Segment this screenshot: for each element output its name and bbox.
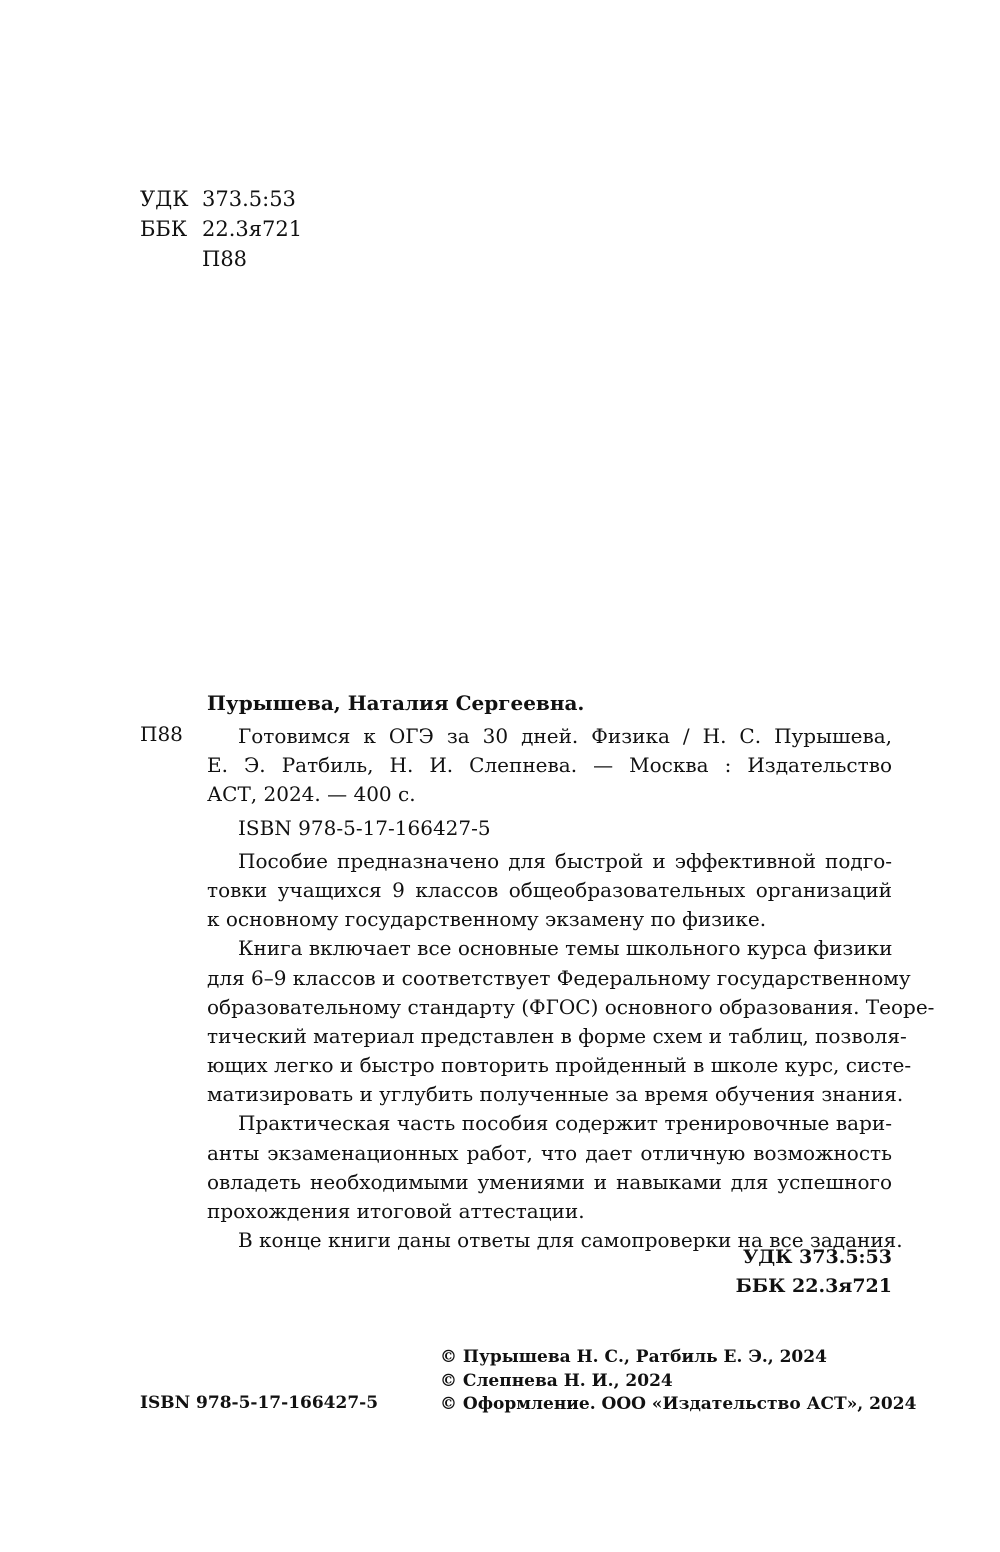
annotation-line: тический материал представлен в форме схем и таблиц, позволя- [207,1023,907,1048]
annotation-line: овладеть необходимыми умениями и навыками для успешного [207,1169,892,1194]
title-line: Е. Э. Ратбиль, Н. И. Слепнева. — Москва : Издательство [207,753,892,778]
card-udk: УДК 373.5:53 [742,1246,892,1268]
card-author-mark: П88 [140,722,183,746]
annotation-paragraph [207,1109,892,1226]
udk-label: УДК [140,187,189,211]
annotation-line: для 6–9 классов и соответствует Федеральному государственному [207,965,911,990]
copyright-line: © Пурышева Н. С., Ратбиль Е. Э., 2024 [440,1347,827,1367]
udk-value: 373.5:53 [202,187,296,211]
annotation-line: матизировать и углубить полученные за время обучения знания. [207,1082,904,1107]
author-mark-row [140,244,302,274]
copyright-line: © Слепнева Н. И., 2024 [440,1370,673,1391]
bbk-value: 22.3я721 [202,217,303,241]
bbk-label: ББК [140,217,188,241]
annotation-line: ющих легко и быстро повторить пройденный в школе курс, систе- [207,1053,912,1078]
author-mark: П88 [202,247,248,271]
annotation-line: образовательному стандарту (ФГОС) основного образования. Теоре- [207,994,935,1019]
bibliographic-description [207,722,935,1255]
annotation-line: В конце книги даны ответы для самопроверки на все задания. [238,1228,903,1253]
annotation-line: к основному государственному экзамену по физике. [207,907,767,932]
card-classification-codes [736,1243,892,1301]
isbn-line: ISBN 978-5-17-166427-5 [238,815,491,840]
annotation-line: Пособие предназначено для быстрой и эффективной подго- [238,848,892,873]
annotation-line: Практическая часть пособия содержит тренировочные вари- [238,1111,892,1136]
annotation-paragraph [207,847,892,935]
copyright-line: © Оформление. ООО «Издательство АСТ», 2024 [440,1394,917,1414]
card-bbk: ББК 22.3я721 [735,1275,892,1297]
annotation-line: товки учащихся 9 классов общеобразовательных организаций [207,877,892,902]
annotation-line: прохождения итоговой аттестации. [207,1199,585,1223]
copyright-notices [440,1346,916,1417]
annotation-line: анты экзаменационных работ, что дает отличную возможность [207,1140,892,1165]
udk-row [140,184,302,214]
annotation-paragraph [207,934,935,1109]
annotation-line: Книга включает все основные темы школьного курса физики [238,936,893,961]
title-line: АСТ, 2024. — 400 с. [207,782,416,807]
classification-codes [140,184,302,274]
title-line: Готовимся к ОГЭ за 30 дней. Физика / Н. С. Пурышева, [238,724,892,748]
author-heading: Пурышева, Наталия Сергеевна. [207,691,585,715]
bbk-row [140,214,302,244]
footer-isbn: ISBN 978-5-17-166427-5 [140,1393,379,1413]
